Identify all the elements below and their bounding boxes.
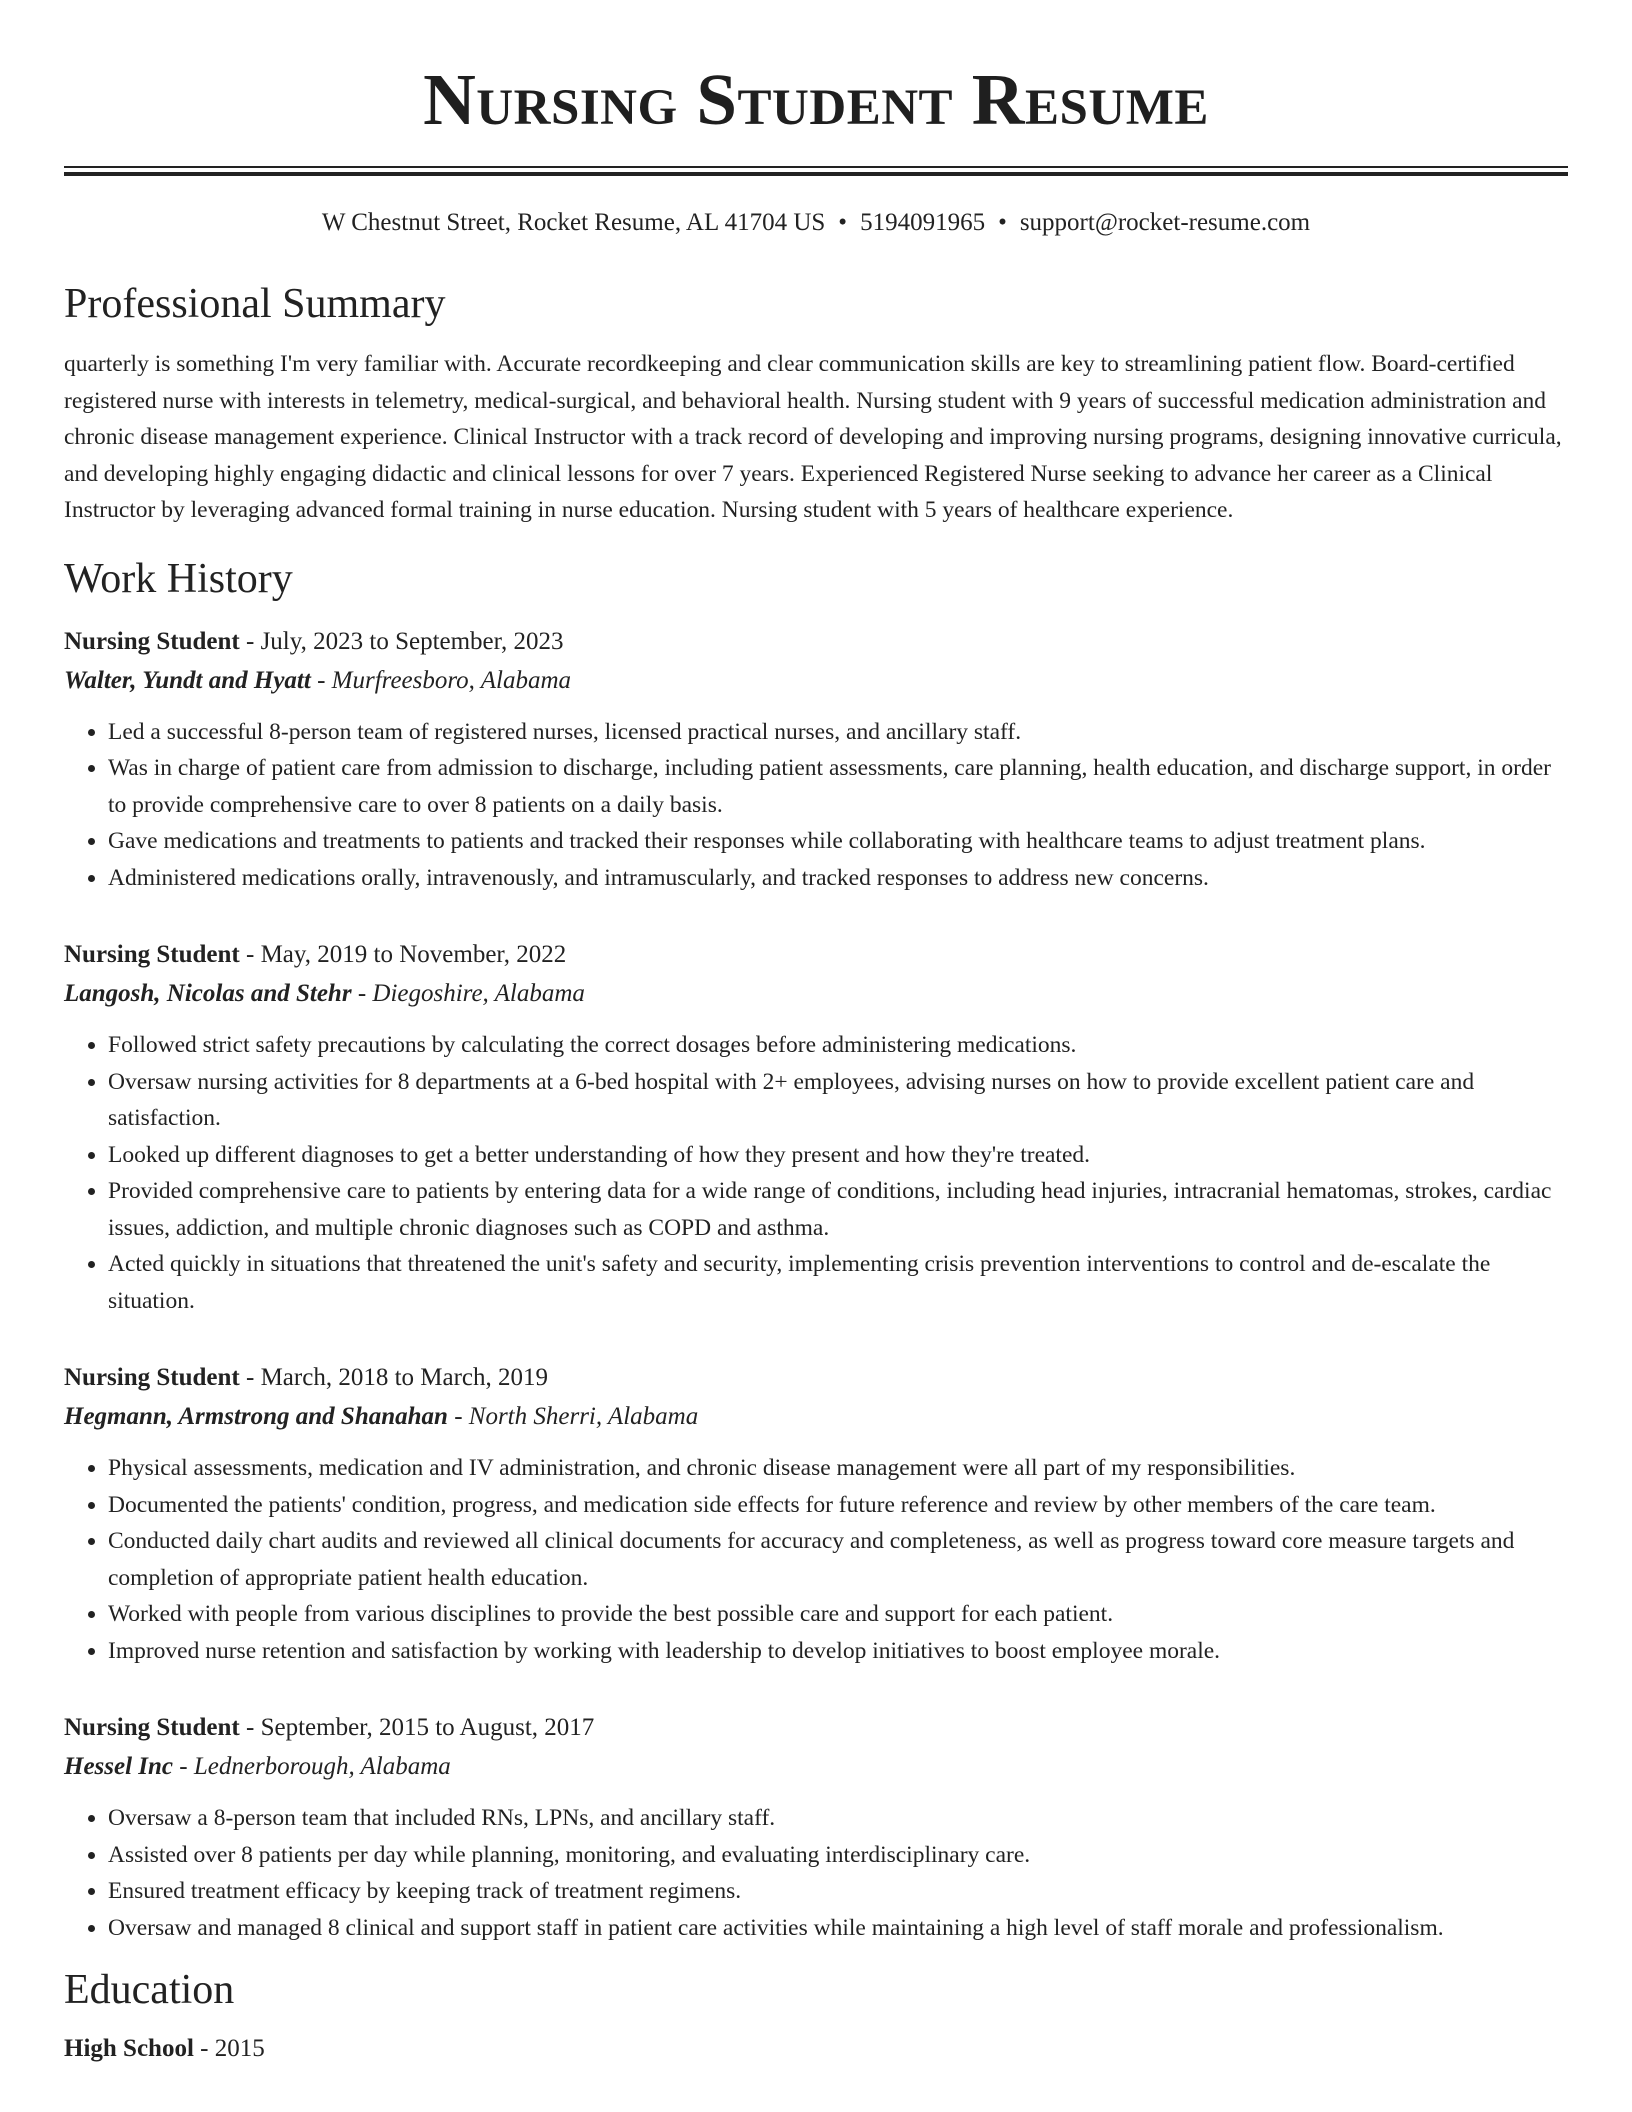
job-employer: Walter, Yundt and Hyatt	[64, 666, 311, 694]
summary-text: quarterly is something I'm very familiar with. Accurate recordkeeping and clear communication skills are key to streamlining patient flow. Board-certified registered nurse with interests in telemetry, medical-surgical, and behavioral health. Nursing student with 9 years of successful medication administration and chronic disease management experience. Clinical Instructor with a track record of developing and improving nursing programs, designing innovative curricula, and developing highly engaging didactic and clinical lessons for over 7 years. Experienced Registered Nurse seeking to advance her career as a Clinical Instructor by leveraging advanced formal training in nurse education. Nursing student with 5 years of healthcare experience.	[64, 351, 1562, 523]
job-location: - Lednerborough, Alabama	[173, 1753, 451, 1780]
job-title-line	[64, 936, 1568, 974]
duty-item: • Looked up different diagnoses to get a better understanding of how they present and how they're treated.	[108, 1137, 1568, 1174]
job-location: - Murfreesboro, Alabama	[310, 666, 571, 694]
resume-title: Nursing Student Resume	[423, 59, 1209, 140]
contact-email[interactable]: support@rocket-resume.com	[1019, 209, 1311, 236]
contact-line	[64, 206, 1568, 240]
contact-separator: •	[998, 209, 1007, 236]
job-dates: - September, 2015 to August, 2017	[239, 1714, 595, 1741]
job-entry	[64, 1359, 1568, 1669]
job-entry	[64, 1709, 1568, 1946]
education-school: High School	[64, 2035, 194, 2062]
resume-page	[64, 0, 1568, 2068]
job-dates: - March, 2018 to March, 2019	[239, 1364, 549, 1391]
job-role: Nursing Student	[64, 627, 240, 655]
duty-item: • Oversaw and managed 8 clinical and support staff in patient care activities while maintaining a high level of staff morale and professionalism.	[108, 1910, 1568, 1947]
job-role: Nursing Student	[64, 1714, 240, 1741]
employer-line	[64, 1747, 1568, 1786]
duty-item: • Provided comprehensive care to patients by entering data for a wide range of conditions, including head injuries, intracranial hematomas, strokes, cardiac issues, addiction, and multiple chronic diagnoses such as COPD and asthma.	[108, 1173, 1568, 1246]
job-employer: Langosh, Nicolas and Stehr	[64, 980, 352, 1007]
job-employer: Hegmann, Armstrong and Shanahan	[64, 1403, 448, 1430]
duty-item: • Followed strict safety precautions by calculating the correct dosages before administering medications.	[108, 1027, 1568, 1064]
work-history-heading: Work History	[64, 555, 293, 602]
employer-line	[64, 661, 1568, 700]
duty-item: • Oversaw nursing activities for 8 departments at a 6-bed hospital with 2+ employees, advising nurses on how to provide excellent patient care and satisfaction.	[108, 1064, 1568, 1137]
job-role: Nursing Student	[64, 941, 240, 968]
job-title-line	[64, 1359, 1568, 1397]
contact-phone: 5194091965	[860, 209, 986, 236]
duty-item: • Gave medications and treatments to patients and tracked their responses while collaborating with healthcare teams to adjust treatment plans.	[108, 823, 1568, 860]
job-entry	[64, 936, 1568, 1319]
employer-line	[64, 974, 1568, 1013]
duty-item: • Acted quickly in situations that threatened the unit's safety and security, implementing crisis prevention interventions to control and de-escalate the situation.	[108, 1246, 1568, 1319]
job-employer: Hessel Inc	[64, 1753, 174, 1780]
job-duties-list	[64, 714, 1568, 897]
contact-address: W Chestnut Street, Rocket Resume, AL 41704 US	[321, 209, 826, 236]
employer-line	[64, 1397, 1568, 1436]
duty-item: • Worked with people from various disciplines to provide the best possible care and support for each patient.	[108, 1596, 1568, 1633]
duty-item: • Ensured treatment efficacy by keeping track of treatment regimens.	[108, 1873, 1568, 1910]
job-duties-list	[64, 1800, 1568, 1946]
duty-item: • Led a successful 8-person team of registered nurses, licensed practical nurses, and ancillary staff.	[108, 714, 1568, 751]
job-role: Nursing Student	[64, 1364, 240, 1391]
duty-item: • Physical assessments, medication and IV administration, and chronic disease management were all part of my responsibilities.	[108, 1450, 1568, 1487]
job-title-line	[64, 1709, 1568, 1747]
education-entry	[64, 2030, 1568, 2068]
job-dates: - July, 2023 to September, 2023	[239, 627, 564, 655]
job-location: - Diegoshire, Alabama	[351, 980, 585, 1007]
title-divider	[64, 166, 1568, 176]
summary-heading: Professional Summary	[64, 281, 446, 327]
education-heading: Education	[64, 1967, 235, 2013]
duty-item: • Conducted daily chart audits and reviewed all clinical documents for accuracy and completeness, as well as progress toward core measure targets and completion of appropriate patient health education.	[108, 1523, 1568, 1596]
duty-item: • Administered medications orally, intravenously, and intramuscularly, and tracked responses to address new concerns.	[108, 860, 1568, 897]
duty-item: • Was in charge of patient care from admission to discharge, including patient assessments, care planning, health education, and discharge support, in order to provide comprehensive care to over 8 patients on a daily basis.	[108, 750, 1568, 823]
job-title-line	[64, 623, 1568, 661]
job-duties-list	[64, 1450, 1568, 1669]
duty-item: • Oversaw a 8-person team that included RNs, LPNs, and ancillary staff.	[108, 1800, 1568, 1837]
duty-item: • Improved nurse retention and satisfaction by working with leadership to develop initiatives to boost employee morale.	[108, 1633, 1568, 1670]
job-location: - North Sherri, Alabama	[447, 1403, 699, 1430]
job-dates: - May, 2019 to November, 2022	[239, 941, 567, 968]
job-entry	[64, 623, 1568, 897]
education-year: - 2015	[193, 2035, 265, 2062]
duty-item: • Assisted over 8 patients per day while planning, monitoring, and evaluating interdisciplinary care.	[108, 1837, 1568, 1874]
job-duties-list	[64, 1027, 1568, 1319]
duty-item: • Documented the patients' condition, progress, and medication side effects for future reference and review by other members of the care team.	[108, 1487, 1568, 1524]
contact-separator: •	[838, 209, 848, 236]
